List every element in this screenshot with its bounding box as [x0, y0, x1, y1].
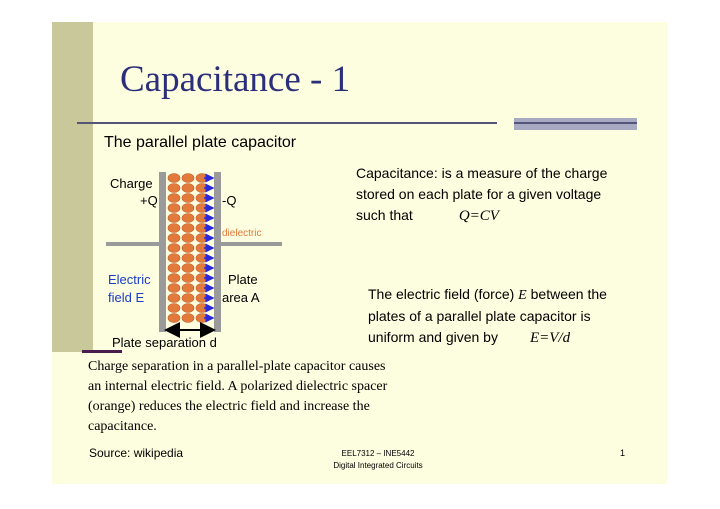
- dielectric-dot: [168, 184, 180, 193]
- capacitance-definition: [356, 163, 656, 227]
- left-accent-bar: [52, 22, 93, 352]
- left-plate: [159, 172, 166, 332]
- slide-subtitle: The parallel plate capacitor: [104, 134, 297, 151]
- dielectric-dot: [168, 244, 180, 253]
- footer-course-line-1: EEL7312 – INE5442: [341, 449, 415, 458]
- dielectric-dot: [168, 224, 180, 233]
- dielectric-dot: [182, 304, 194, 313]
- field-line-3-text: uniform and given by: [368, 329, 498, 345]
- dielectric-dot: [168, 174, 180, 183]
- dielectric-dot: [182, 174, 194, 183]
- dielectric-dot: [182, 204, 194, 213]
- dielectric-dot: [182, 264, 194, 273]
- field-line-1-pre: The electric field (force): [368, 286, 515, 302]
- equation-q-cv: Q=CV: [458, 208, 499, 224]
- area-a-label: area A: [222, 290, 260, 305]
- right-wire: [216, 242, 282, 246]
- dielectric-dot: [168, 214, 180, 223]
- definition-line-3: [356, 205, 656, 227]
- dielectric-dot: [168, 264, 180, 273]
- dielectric-dot: [168, 314, 180, 323]
- dielectric-dot: [168, 254, 180, 263]
- dielectric-dot: [182, 294, 194, 303]
- caption-accent-bar: [82, 350, 122, 353]
- field-e-label: field E: [108, 290, 145, 305]
- dielectric-dot: [182, 274, 194, 283]
- dielectric-dot: [168, 204, 180, 213]
- dielectric-dot: [168, 284, 180, 293]
- minus-q-label: -Q: [222, 193, 237, 208]
- plus-q-label: +Q: [140, 193, 158, 208]
- right-plate: [214, 172, 221, 332]
- dielectric-charges: [168, 174, 208, 323]
- plate-label: Plate: [228, 272, 258, 287]
- dielectric-dot: [168, 304, 180, 313]
- definition-line-3-text: such that: [356, 207, 413, 223]
- electric-field-description: [368, 284, 658, 349]
- dielectric-dot: [182, 234, 194, 243]
- equation-e-v-d: E=V/d: [529, 330, 571, 346]
- dielectric-dot: [182, 224, 194, 233]
- charge-label: Charge: [110, 176, 153, 191]
- definition-line-1: Capacitance: is a measure of the charge: [356, 165, 608, 181]
- title-rule-accent: [514, 118, 637, 130]
- dielectric-dot: [182, 254, 194, 263]
- field-line-3: [368, 327, 658, 349]
- plate-separation-label: Plate separation d: [112, 335, 217, 350]
- dielectric-dot: [168, 294, 180, 303]
- footer-page-number: 1: [620, 448, 626, 458]
- parallel-plate-diagram: [104, 172, 284, 350]
- footer-course-line-2: Digital Integrated Circuits: [333, 461, 423, 470]
- title-rule: [77, 122, 497, 124]
- electric-label: Electric: [108, 272, 151, 287]
- dielectric-dot: [168, 234, 180, 243]
- definition-line-2: stored on each plate for a given voltage: [356, 186, 602, 202]
- dielectric-label: dielectric: [222, 228, 262, 239]
- dielectric-dot: [182, 284, 194, 293]
- dielectric-dot: [168, 274, 180, 283]
- dielectric-dot: [182, 194, 194, 203]
- field-var-e: E: [518, 288, 527, 303]
- field-line-2: plates of a parallel plate capacitor is: [368, 308, 591, 324]
- footer-source: Source: wikipedia: [89, 446, 184, 460]
- dielectric-dot: [182, 214, 194, 223]
- dielectric-dot: [168, 194, 180, 203]
- figure-caption: Charge separation in a parallel-plate capacitor causes an internal electric field. A polarized dielectric spacer (orange) reduces the electric field and increase the capacitance.: [88, 359, 388, 434]
- dielectric-dot: [182, 184, 194, 193]
- left-wire: [106, 242, 164, 246]
- footer-course: [310, 448, 446, 472]
- field-line-1-post: between the: [530, 286, 607, 302]
- slide-title: Capacitance - 1: [120, 59, 351, 100]
- dielectric-dot: [182, 314, 194, 323]
- dielectric-dot: [182, 244, 194, 253]
- field-line-1: [368, 284, 658, 306]
